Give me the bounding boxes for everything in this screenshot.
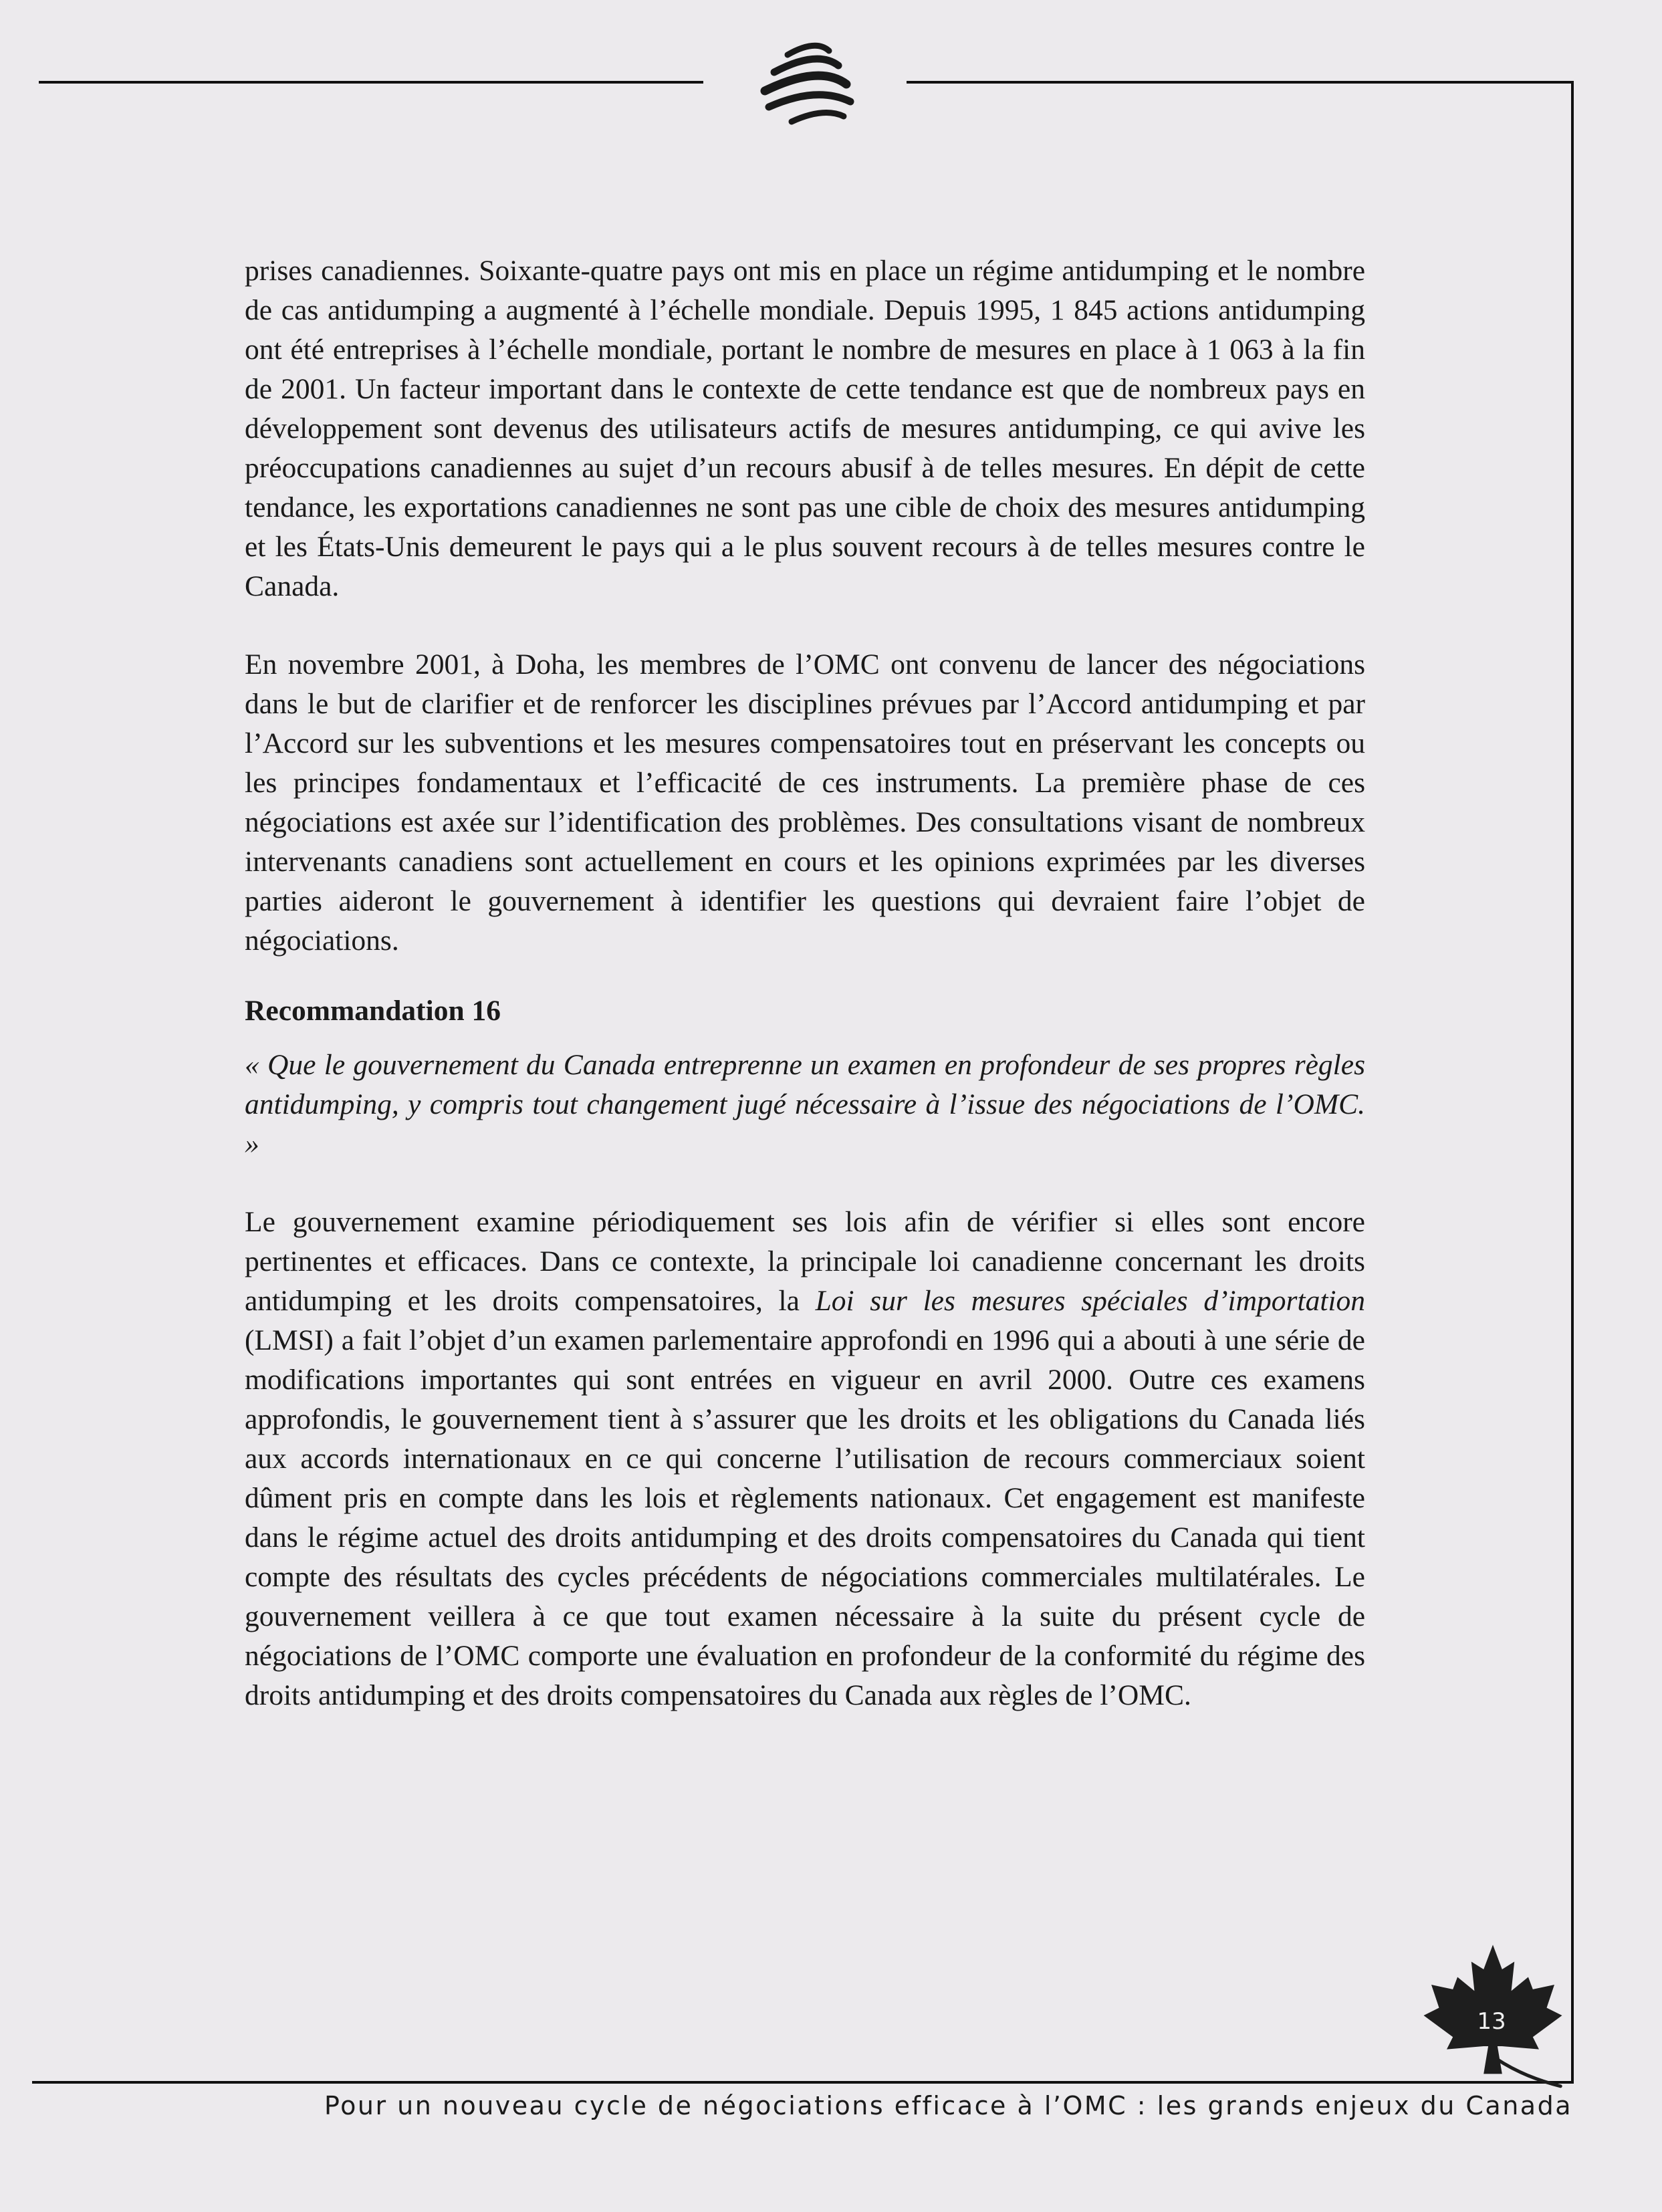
recommendation-quote: « Que le gouvernement du Canada entreprenne un examen en profondeur de ses propres règles antidumping, y compris tout changement jugé nécessaire à l’issue des négociations de l’OMC. » bbox=[245, 1049, 1365, 1160]
wto-logo-icon bbox=[750, 35, 864, 135]
body-paragraph: En novembre 2001, à Doha, les membres de l’OMC ont convenu de lancer des négociations dans le but de clarifier et de renforcer les disciplines prévues par l’Accord antidumping et par l’Accord sur les subventions et les mesures compensatoires tout en préservant les concepts ou les principes fondamentaux et l’efficacité de ces instruments. La première phase de ces négociations est axée sur l’identification des problèmes. Des consultations visant de nombreux intervenants canadiens sont actuellement en cours et les opinions exprimées par les diverses parties aideront le gouvernement à identifier les questions qui devraient faire l’objet de négociations. bbox=[245, 648, 1365, 957]
frame-rule-right bbox=[1571, 81, 1574, 2084]
header-rule-right bbox=[907, 81, 1574, 84]
recommendation-heading: Recommandation 16 bbox=[245, 995, 501, 1027]
text-run: Le gouvernement examine périodiquement ses lois afin de vérifier si elles sont encore pertinentes et efficaces. Dans ce contexte, la principale loi canadienne concernant les droits antidumping et les droits compensatoires, la bbox=[245, 1206, 1365, 1317]
header-rule-left bbox=[39, 81, 703, 84]
body-paragraph bbox=[245, 1203, 1365, 1715]
law-title: Loi sur les mesures spéciales d’importation bbox=[815, 1285, 1365, 1317]
footer-title: Pour un nouveau cycle de négociations efficace à l’OMC : les grands enjeux du Canada bbox=[324, 2091, 1572, 2120]
page-number: 13 bbox=[1477, 2008, 1506, 2035]
footer-rule bbox=[32, 2081, 1574, 2084]
document-body bbox=[245, 251, 1365, 1754]
body-paragraph: prises canadiennes. Soixante-quatre pays ont mis en place un régime antidumping et le nombre de cas antidumping a augmenté à l’échelle mondiale. Depuis 1995, 1 845 actions antidumping ont été entreprises à l’échelle mondiale, portant le nombre de mesures en place à 1 063 à la fin de 2001. Un facteur important dans le contexte de cette tendance est que de nombreux pays en développement sont devenus des utilisateurs actifs de mesures antidumping, ce qui avive les préoccupations canadiennes au sujet d’un recours abusif à de telles mesures. En dépit de cette tendance, les exportations canadiennes ne sont pas une cible de choix des mesures antidumping et les États-Unis demeurent le pays qui a le plus souvent recours à de telles mesures contre le Canada. bbox=[245, 255, 1365, 602]
text-run: (LMSI) a fait l’objet d’un examen parlementaire approfondi en 1996 qui a abouti à une série de modifications importantes qui sont entrées en vigueur en avril 2000. Outre ces examens approfondis, le gouvernement tient à s’assurer que les droits et les obligations du Canada liés aux accords internationaux en ce qui concerne l’utilisation de recours commerciaux soient dûment pris en compte dans les lois et règlements nationaux. Cet engagement est manifeste dans le régime actuel des droits antidumping et des droits compensatoires du Canada qui tient compte des résultats des cycles précédents de négociations commerciales multilatérales. Le gouvernement veillera à ce que tout examen nécessaire à la suite du présent cycle de négociations de l’OMC comporte une évaluation en profondeur de la conformité du régime des droits antidumping et des droits compensatoires du Canada aux règles de l’OMC. bbox=[245, 1324, 1365, 1711]
